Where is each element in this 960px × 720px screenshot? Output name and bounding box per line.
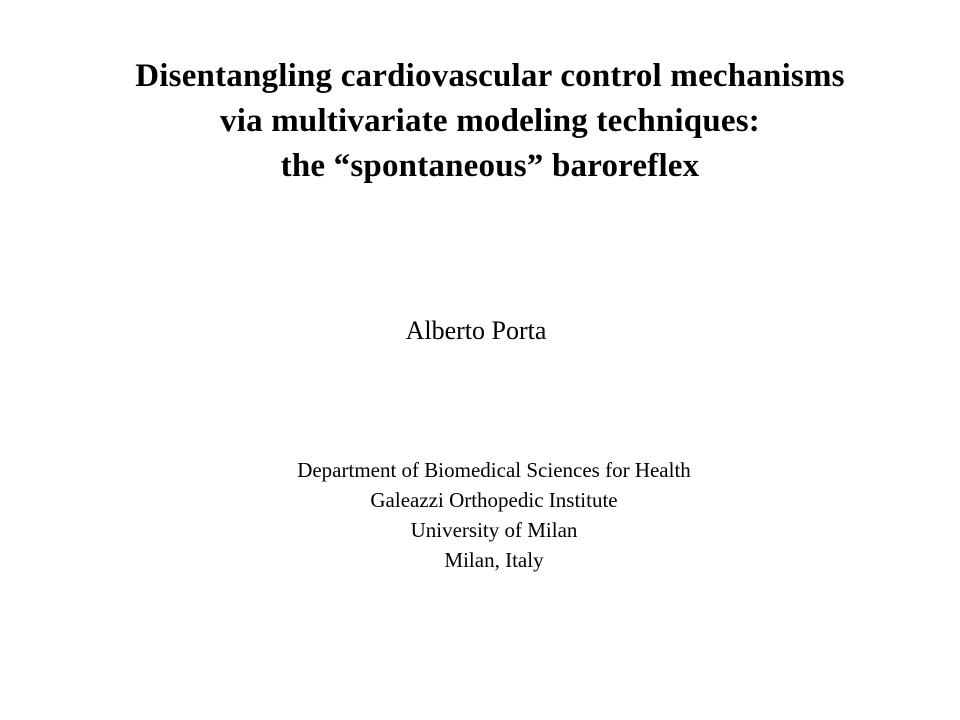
affiliation-department: Department of Biomedical Sciences for Health [297, 458, 691, 482]
affiliation-university: University of Milan [410, 518, 578, 542]
title-line-1: Disentangling cardiovascular control mechanisms [135, 58, 845, 94]
author-name: Alberto Porta [405, 316, 547, 345]
title-line-3: the “spontaneous” baroreflex [280, 148, 700, 184]
affiliation-institute: Galeazzi Orthopedic Institute [370, 488, 618, 512]
affiliation-location: Milan, Italy [444, 548, 544, 572]
title-line-2: via multivariate modeling techniques: [220, 103, 760, 139]
affiliation-block [0, 455, 960, 575]
slide-title [0, 54, 960, 189]
